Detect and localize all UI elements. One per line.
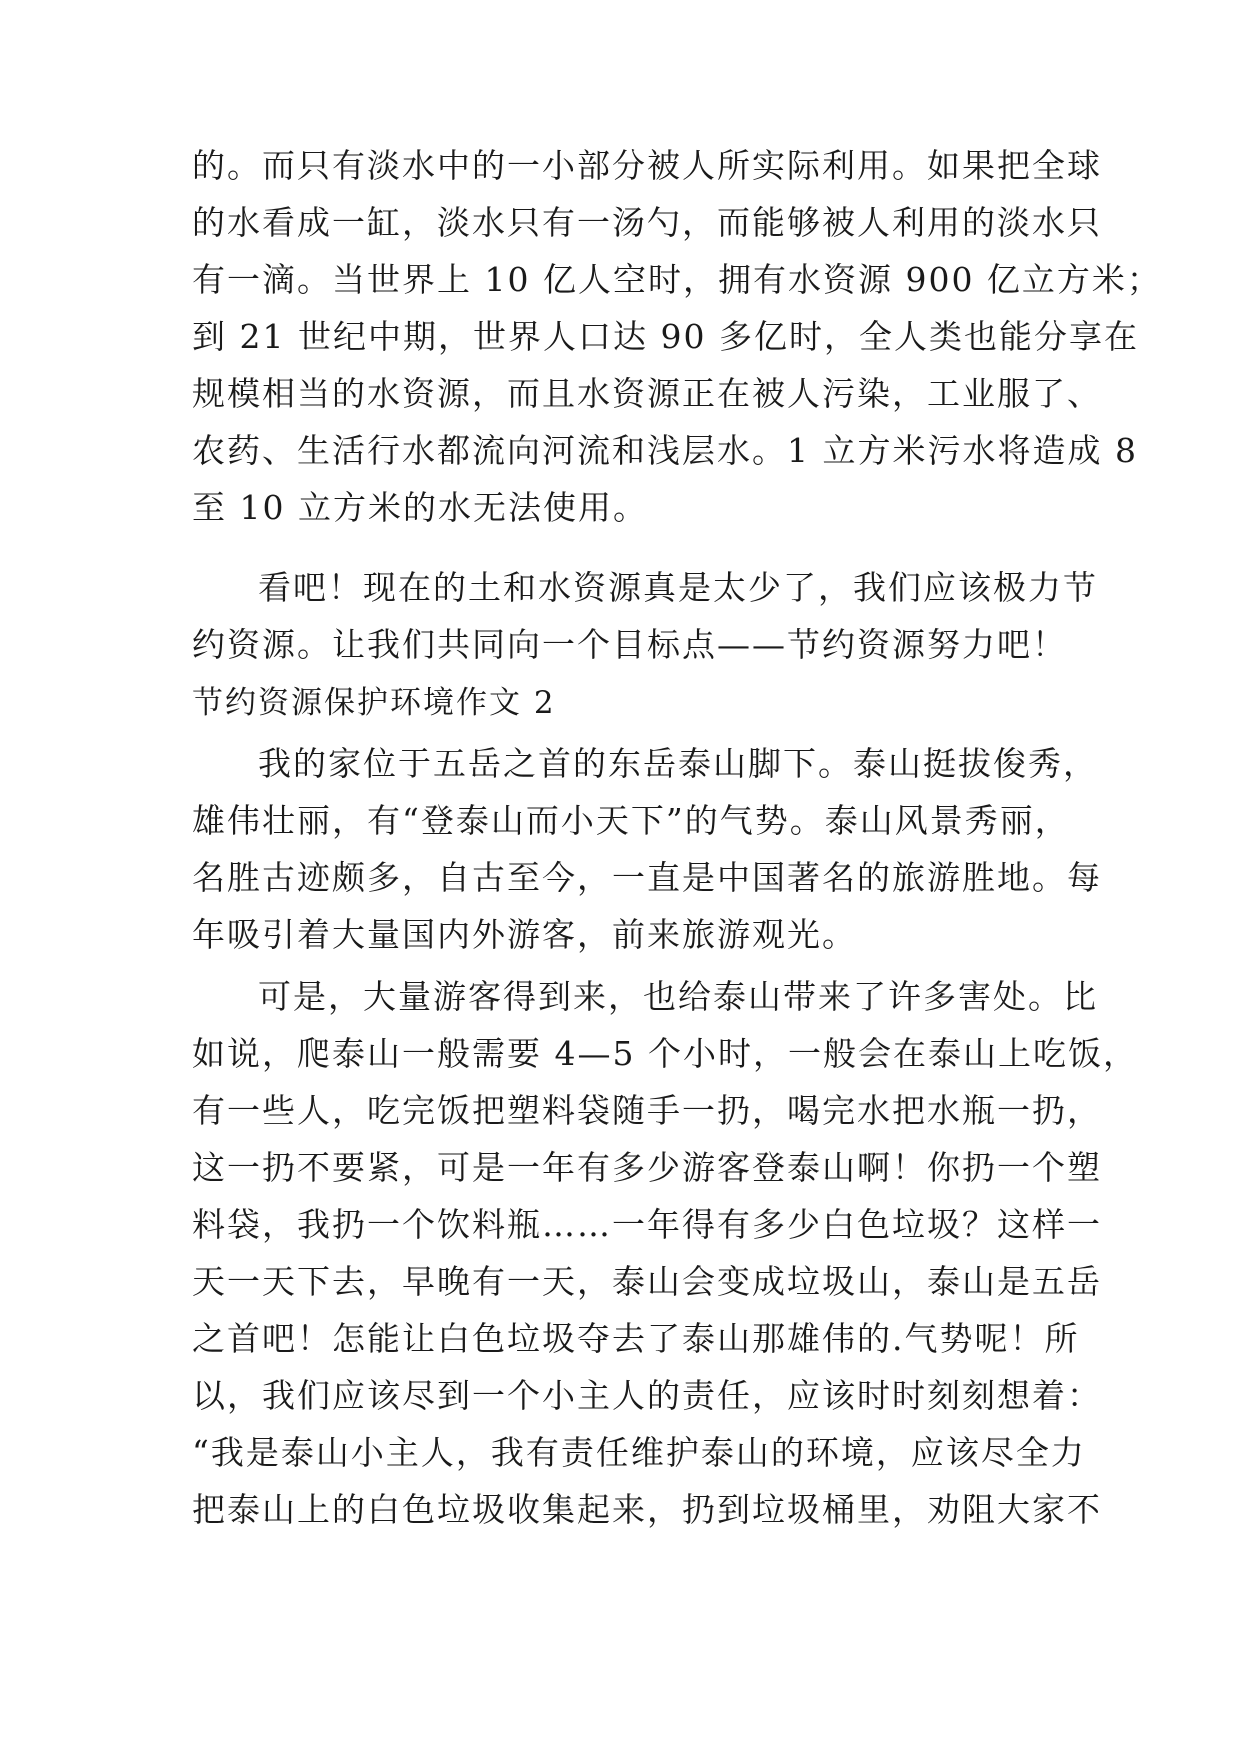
text-line: 之首吧！怎能让白色垃圾夺去了泰山那雄伟的.气势呢！所 (192, 1319, 1080, 1358)
text-line: 到 21 世纪中期，世界人口达 90 多亿时，全人类也能分享在 (192, 317, 1139, 356)
text-line: 规模相当的水资源，而且水资源正在被人污染，工业服了、 (192, 374, 1102, 413)
text-line: 这一扔不要紧，可是一年有多少游客登泰山啊！你扔一个塑 (192, 1148, 1102, 1187)
text-line: 有一些人，吃完饭把塑料袋随手一扔，喝完水把水瓶一扔， (192, 1091, 1102, 1130)
paragraph-conclusion (192, 559, 1098, 673)
text-line: 年吸引着大量国内外游客，前来旅游观光。 (192, 915, 857, 954)
text-line: 如说，爬泰山一般需要 4—5 个小时，一般会在泰山上吃饭， (192, 1034, 1138, 1073)
paragraph-taishan-intro (192, 735, 1102, 963)
text-line: 名胜古迹颇多，自古至今，一直是中国著名的旅游胜地。每 (192, 858, 1102, 897)
text-line: 我的家位于五岳之首的东岳泰山脚下。泰山挺拔俊秀， (258, 744, 1098, 783)
text-line: 料袋，我扔一个饮料瓶……一年得有多少白色垃圾？这样一 (192, 1205, 1102, 1244)
text-line: 约资源。让我们共同向一个目标点——节约资源努力吧！ (192, 625, 1067, 664)
text-line: 农药、生活行水都流向河流和浅层水。1 立方米污水将造成 8 (192, 431, 1138, 470)
paragraph-water-resources (192, 137, 1162, 536)
text-line: 的水看成一缸，淡水只有一汤勺，而能够被人利用的淡水只 (192, 203, 1102, 242)
text-line: 的。而只有淡水中的一小部分被人所实际利用。如果把全球 (192, 146, 1102, 185)
text-line: 至 10 立方米的水无法使用。 (192, 488, 648, 527)
text-line: “我是泰山小主人，我有责任维护泰山的环境，应该尽全力 (192, 1433, 1086, 1472)
essay-heading: 节约资源保护环境作文 2 (192, 685, 556, 721)
text-line: 天一天下去，早晚有一天，泰山会变成垃圾山，泰山是五岳 (192, 1262, 1102, 1301)
paragraph-taishan-pollution (192, 968, 1138, 1538)
text-line: 雄伟壮丽，有“登泰山而小天下”的气势。泰山风景秀丽， (192, 801, 1070, 840)
essay-heading-block (192, 677, 1062, 730)
text-line: 可是，大量游客得到来，也给泰山带来了许多害处。比 (258, 977, 1098, 1016)
text-line: 有一滴。当世界上 10 亿人空时，拥有水资源 900 亿立方米； (192, 260, 1162, 299)
text-line: 以，我们应该尽到一个小主人的责任，应该时时刻刻想着： (192, 1376, 1102, 1415)
text-line: 把泰山上的白色垃圾收集起来，扔到垃圾桶里，劝阻大家不 (192, 1490, 1102, 1529)
text-line: 看吧！现在的土和水资源真是太少了，我们应该极力节 (258, 568, 1098, 607)
